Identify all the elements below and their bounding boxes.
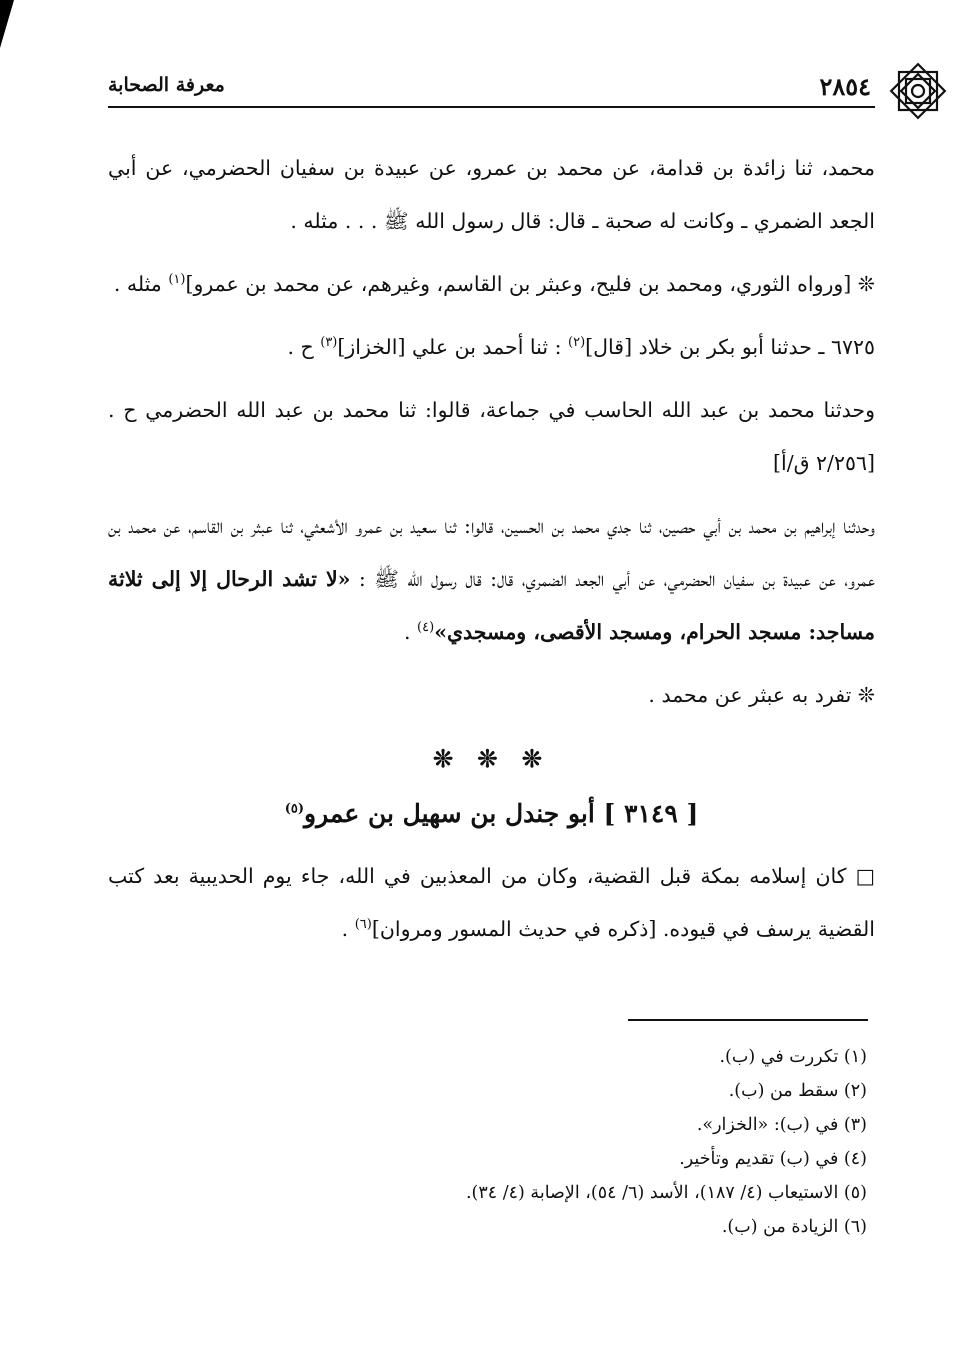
hadith-6725-part-b: : ثنا أحمد بن علي [الخزاز] — [337, 335, 568, 359]
footnote-ref-6: (٦) — [354, 917, 372, 933]
hadith-6725 — [108, 321, 875, 374]
paragraph-7-end: . — [341, 917, 355, 941]
footnote-2: (٢) سقط من (ب). — [728, 1081, 867, 1101]
paragraph-7 — [108, 850, 875, 956]
paragraph-4: وحدثنا محمد بن عبد الله الحاسب في جماعة، قالوا: ثنا محمد بن عبد الله الحضرمي ح . [٢/٢٥٦ ق/أ] — [108, 398, 875, 475]
entry-heading-text: [ ٣١٤٩ ] أبو جندل بن سهيل بن عمرو — [304, 799, 699, 828]
footnotes — [108, 1040, 867, 1244]
footnote-divider — [628, 1019, 868, 1021]
hadith-6725-part-a: ٦٧٢٥ ـ حدثنا أبو بكر بن خلاد [قال] — [585, 335, 875, 359]
paragraph-5-chain: وحدثنا إبراهيم بن محمد بن أبي حصين، ثنا جدي محمد بن الحسين، قالوا: ثنا سعيد بن عمرو الأشعثي، ثنا عبثر بن القاسم، عن محمد بن عمرو، عن عبيدة بن سفيان الحضرمي، عن أبي الجعد الضمري، قال: قال رسول الله ﷺ : — [108, 514, 876, 591]
paragraph-5-end: . — [404, 620, 418, 644]
footnote-3: (٣) في (ب): «الخزار». — [696, 1115, 867, 1135]
scan-edge-mark — [0, 0, 14, 48]
section-separator: ❊ ❊ ❊ — [432, 744, 551, 773]
page-number: ٢٨٥٤ — [819, 72, 871, 101]
footnote-6: (٦) الزيادة من (ب). — [721, 1217, 867, 1237]
header-divider — [108, 106, 875, 108]
hadith-6725-part-c: ح . — [287, 335, 321, 359]
hadith-matn: «لا تشد الرحال إلا إلى ثلاثة مساجد: مسجد الحرام، ومسجد الأقصى، ومسجدي» — [108, 567, 875, 644]
footnote-4: (٤) في (ب) تقديم وتأخير. — [679, 1149, 867, 1169]
footnote-ref-2: (٢) — [568, 335, 586, 351]
paragraph-2-text: ❊ [ورواه الثوري، ومحمد بن فليح، وعبثر بن القاسم، وغيرهم، عن محمد بن عمرو] — [185, 272, 875, 296]
paragraph-5 — [108, 500, 875, 659]
footnote-ref-3: (٣) — [320, 335, 338, 351]
page-header — [108, 64, 877, 106]
footnote-5: (٥) الاستيعاب (٤/ ١٨٧)، الأسد (٦/ ٥٤)، الإصابة (٤/ ٣٤). — [465, 1183, 867, 1203]
paragraph-6: ❊ تفرد به عبثر عن محمد . — [648, 683, 875, 707]
entry-heading — [108, 787, 875, 840]
paragraph-1: محمد، ثنا زائدة بن قدامة، عن محمد بن عمرو، عن عبيدة بن سفيان الحضرمي، عن أبي الجعد الضمري ـ وكانت له صحبة ـ قال: قال رسول الله ﷺ . . . مثله . — [108, 156, 875, 233]
paragraph-2 — [108, 258, 875, 311]
footnote-1: (١) تكررت في (ب). — [719, 1047, 867, 1067]
footnote-ref-5: (٥) — [284, 801, 304, 817]
paragraph-7-text: □ كان إسلامه بمكة قبل القضية، وكان من المعذبين في الله، جاء يوم الحديبية بعد كتب القضية يرسف في قيوده. [ذكره في حديث المسور ومروان] — [108, 864, 875, 941]
book-title: معرفة الصحابة — [108, 74, 225, 96]
footnote-ref-1: (١) — [168, 272, 186, 288]
octagram-ornament-icon — [887, 60, 949, 122]
main-text — [108, 142, 875, 966]
paragraph-2-end: مثله . — [113, 272, 169, 296]
footnote-ref-4: (٤) — [417, 620, 435, 636]
